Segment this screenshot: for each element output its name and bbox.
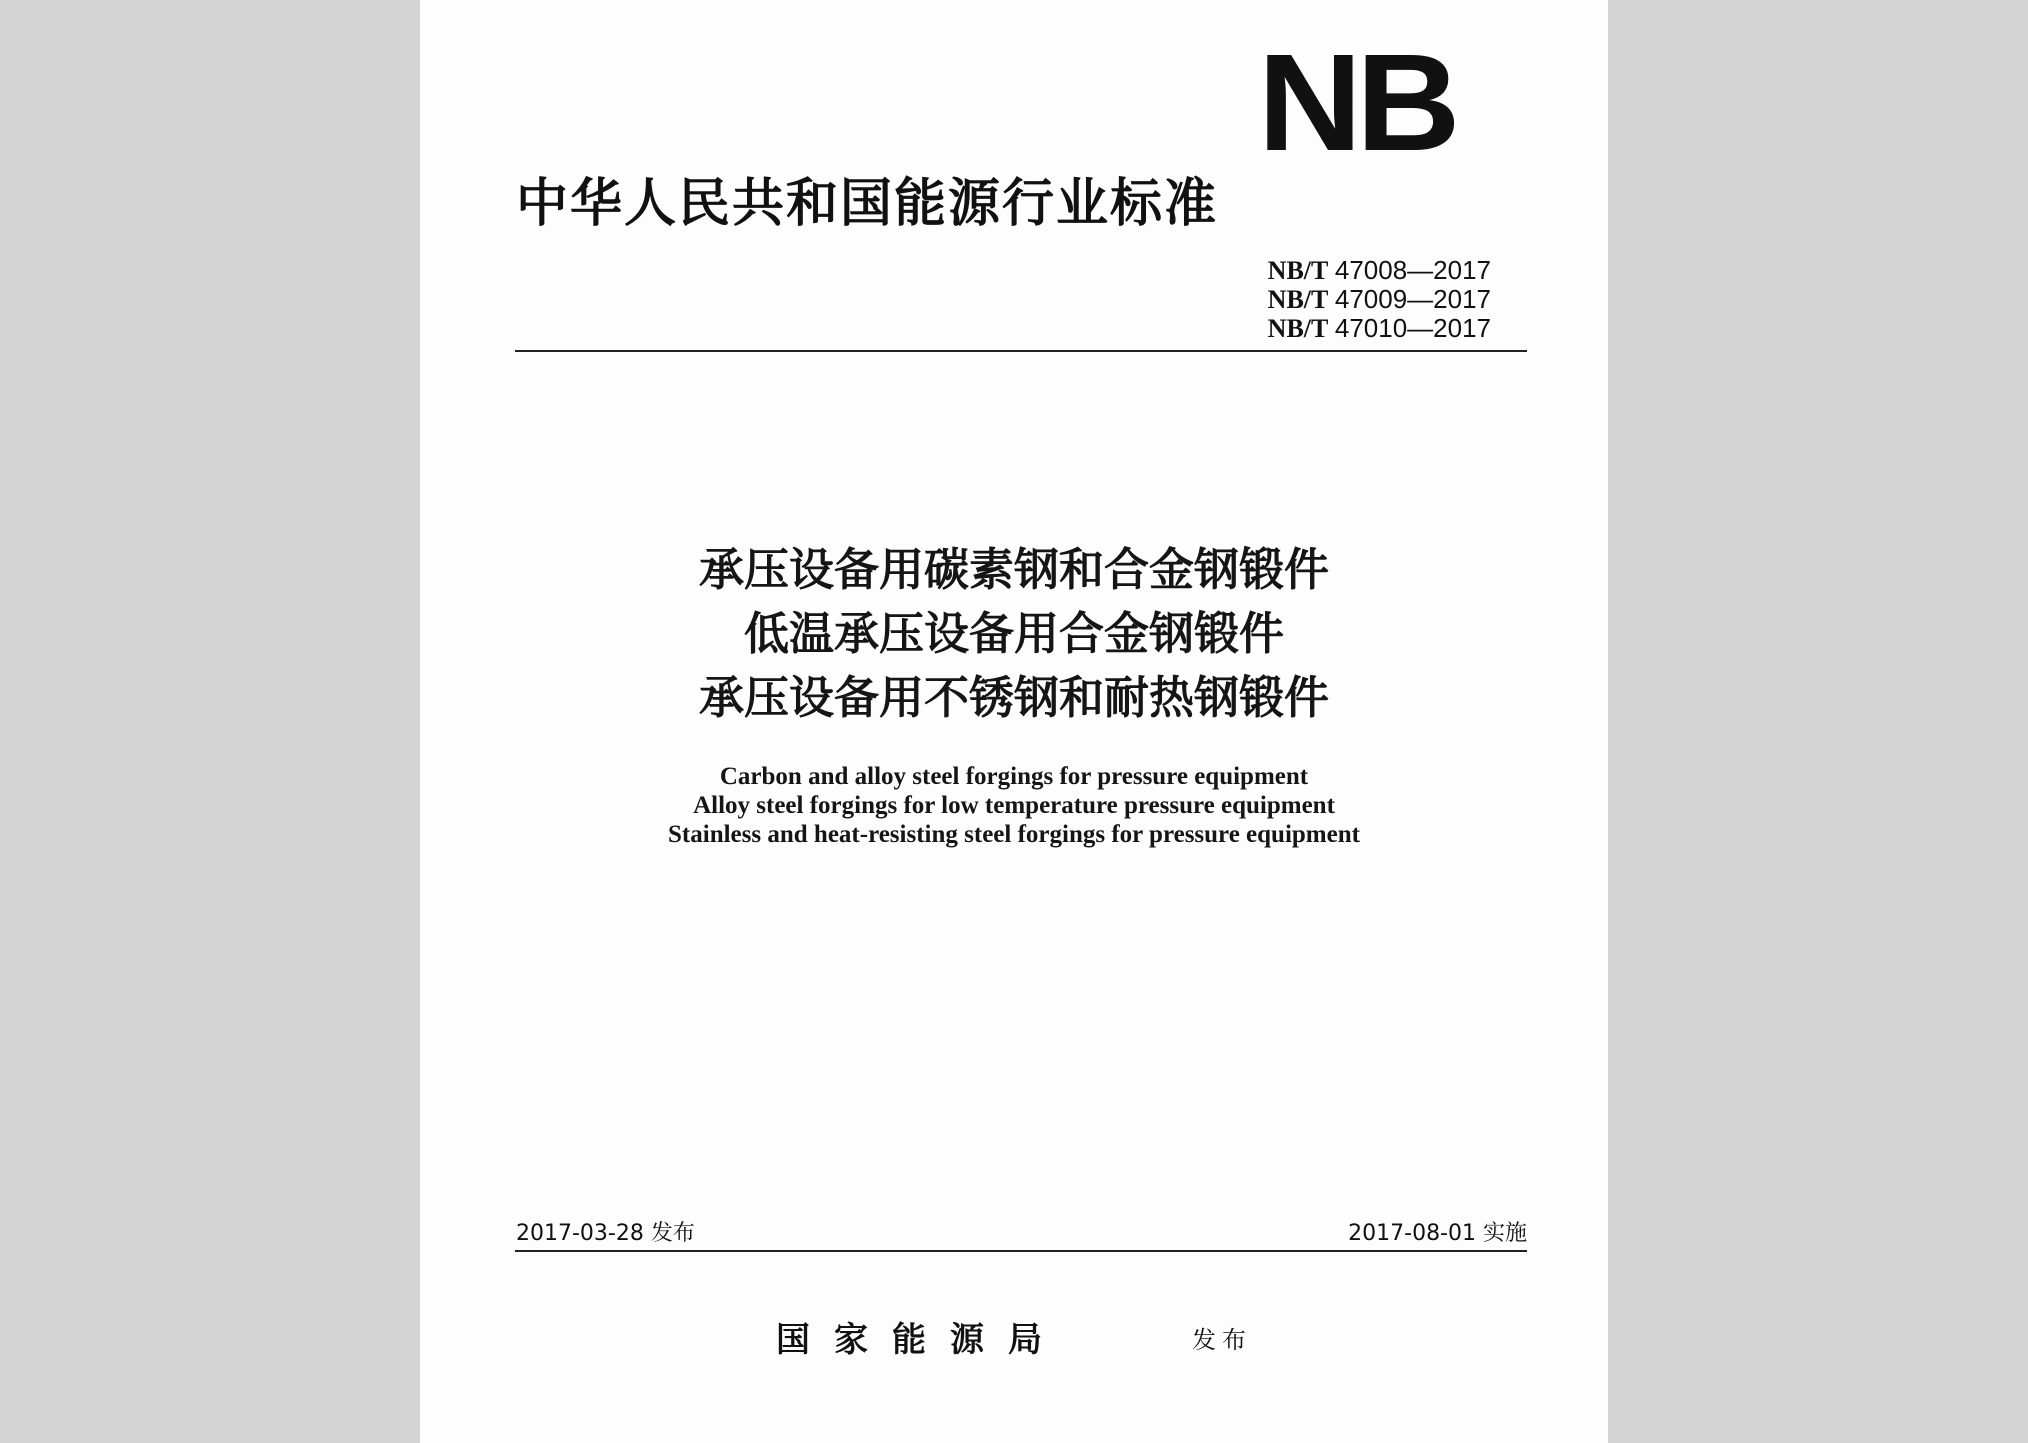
standard-code-number: 47010—2017 [1334,313,1491,343]
standard-code-prefix: NB/T [1267,285,1329,314]
document-cover-page [420,0,1608,1443]
issuing-authority: 国家能源局 [776,1320,1066,1360]
standard-code-number: 47008—2017 [1334,255,1491,285]
chinese-title: 低温承压设备用合金钢锻件 [743,607,1284,660]
english-title: Carbon and alloy steel forgings for pressure equipment [719,763,1309,790]
standard-code-prefix: NB/T [1267,314,1329,343]
nb-logo: NB [1257,26,1454,180]
header-divider [515,350,1527,352]
english-title: Stainless and heat-resisting steel forgings for pressure equipment [668,821,1360,848]
footer-divider [515,1250,1527,1252]
english-titles [420,762,1608,849]
chinese-title: 承压设备用碳素钢和合金钢锻件 [698,543,1329,596]
standard-code-prefix: NB/T [1267,256,1329,285]
issue-date: 2017-03-28 发布 [516,1221,695,1246]
standard-category-title: 中华人民共和国能源行业标准 [516,173,1219,234]
standard-code-number: 47009—2017 [1334,284,1491,314]
standard-code [1268,285,1491,314]
implementation-date: 2017-08-01 实施 [1348,1221,1527,1246]
standard-codes [1268,256,1491,343]
english-title: Alloy steel forgings for low temperature pressure equipment [693,792,1335,819]
standard-code [1268,256,1491,285]
issuing-authority-suffix: 发布 [1192,1326,1252,1354]
chinese-title: 承压设备用不锈钢和耐热钢锻件 [698,671,1329,724]
standard-code [1268,314,1491,343]
chinese-titles [420,538,1608,730]
